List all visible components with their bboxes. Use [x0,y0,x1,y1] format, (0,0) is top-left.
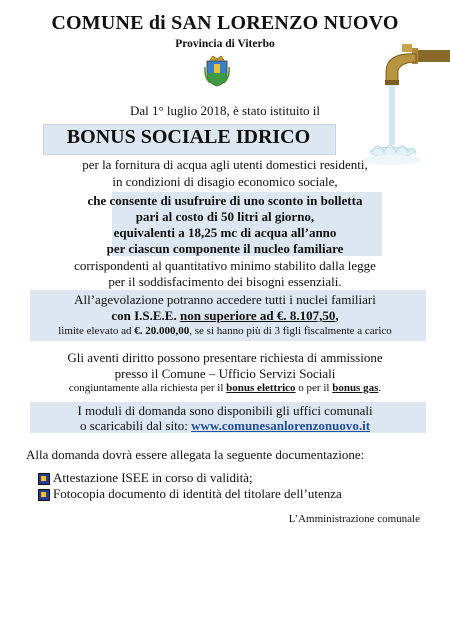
bonus-elettrico: bonus elettrico [226,382,296,394]
forms-line-1: I moduli di domanda sono disponibili gli uffici comunali [77,403,373,418]
desc-line-1: per la fornitura di acqua agli utenti domestici residenti, [82,157,368,172]
date-line: Dal 1° luglio 2018, è stato istituito il [129,103,321,118]
desc-line-7: corrispondenti al quantitativo minimo stabilito dalla legge [74,258,376,273]
document-item-label: Fotocopia documento di identità del titolare dell’utenza [53,486,342,501]
limit-suffix: , se si hanno più di 3 figli fiscalmente a carico [189,325,392,337]
desc-line-4: pari al costo di 50 litri al giorno, [135,209,315,224]
bullet-icon [38,473,50,485]
application-prefix: congiuntamente alla richiesta per il [68,382,227,394]
isee-threshold: non superiore ad €. 8.107,50 [179,308,336,323]
application-suffix: . [378,382,382,394]
isee-prefix: con I.S.E.E. [111,308,180,323]
website-link[interactable]: www.comunesanlorenzonuovo.it [191,418,371,433]
forms-prefix: o scaricabili dal sito: [79,418,192,433]
application-line-1: Gli aventi diritto possono presentare richiesta di ammissione [67,350,383,365]
bullet-icon [38,489,50,501]
bonus-gas: bonus gas [332,382,379,394]
desc-line-2: in condizioni di disagio economico sociale, [112,174,338,189]
eligibility-line-3 [0,325,450,337]
application-line-3 [0,382,450,394]
application-mid: o per il [295,382,333,394]
isee-suffix: , [335,308,339,323]
limit-amount: €. 20.000,00 [134,325,190,337]
desc-line-6: per ciascun componente il nucleo familiare [106,241,344,256]
eligibility-line-1: All’agevolazione potranno accedere tutti i nuclei familiari [74,292,376,307]
signature: L’Amministrazione comunale [288,513,420,525]
document-item [38,486,342,502]
municipal-crest-icon [204,55,230,87]
page-title: COMUNE di SAN LORENZO NUOVO [51,12,399,34]
document-item [38,470,253,486]
desc-line-8: per il soddisfacimento dei bisogni essenziali. [108,274,342,289]
forms-line-2 [0,418,450,434]
eligibility-line-2 [0,308,450,324]
bonus-title: BONUS SOCIALE IDRICO [66,126,311,148]
document-item-label: Attestazione ISEE in corso di validità; [53,470,253,485]
documents-heading: Alla domanda dovrà essere allegata la seguente documentazione: [26,447,365,462]
province-subtitle: Provincia di Viterbo [175,38,275,50]
limit-prefix: limite elevato ad [58,325,135,337]
desc-line-5: equivalenti a 18,25 mc di acqua all’anno [113,225,337,240]
desc-line-3: che consente di usufruire di uno sconto in bolletta [87,193,363,208]
application-line-2: presso il Comune – Ufficio Servizi Sociali [114,366,336,381]
